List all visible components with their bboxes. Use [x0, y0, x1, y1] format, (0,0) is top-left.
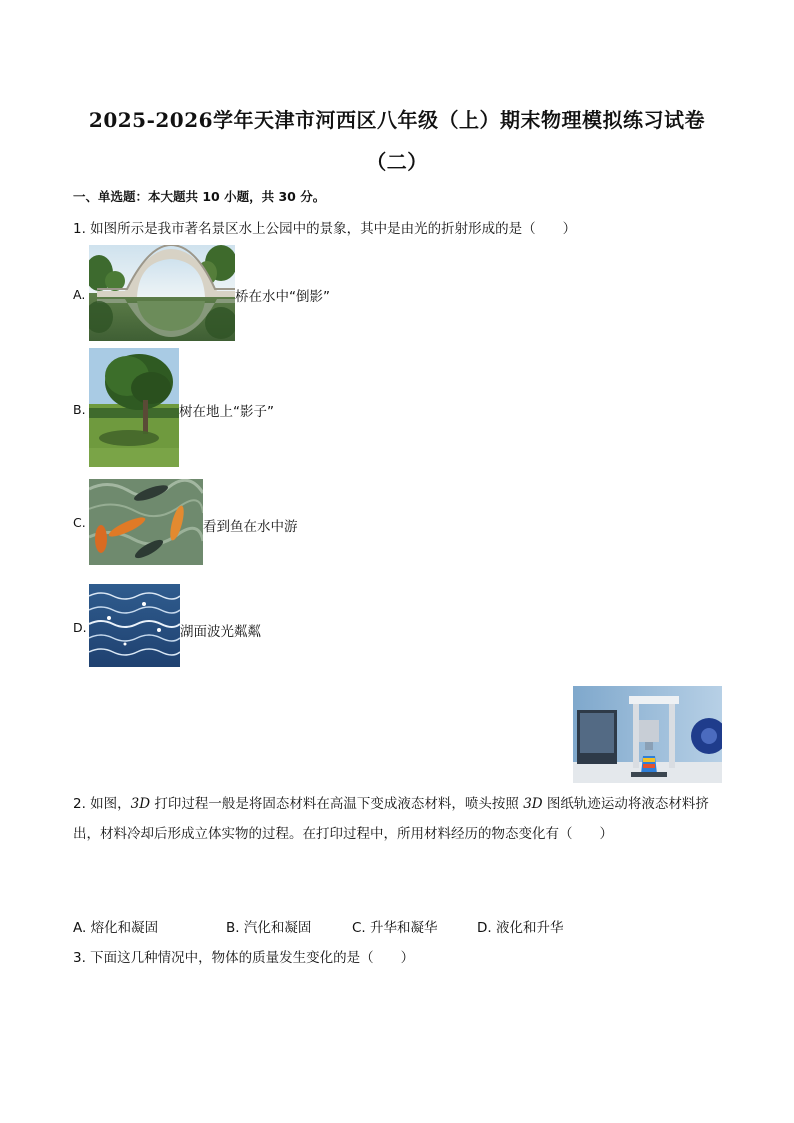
q1-option-b-text: 树在地上“影子” — [179, 404, 274, 420]
question-3-stem: 3. 下面这几种情况中，物体的质量发生变化的是（ ） — [73, 950, 415, 966]
question-2-stem-line1: 2. 如图，3D 打印过程一般是将固态材料在高温下变成液态材料，喷头按照 3D 图纸轨迹运动将液态材料挤 — [73, 796, 709, 812]
q2-option-a: A. 熔化和凝固 — [73, 920, 159, 936]
question-2-stem-line2: 出，材料冷却后形成立体实物的过程。在打印过程中，所用材料经历的物态变化有（ ） — [73, 826, 613, 842]
question-1-stem: 1. 如图所示是我市著名景区水上公园中的景象，其中是由光的折射形成的是（ ） — [73, 221, 577, 237]
q1-option-c-label: C. — [73, 515, 86, 530]
sparkling-lake-photo — [89, 584, 180, 667]
q1-option-d-text: 湖面波光粼粼 — [180, 624, 261, 640]
q1-option-c-text: 看到鱼在水中游 — [203, 519, 298, 535]
goldfish-in-water-photo — [89, 479, 203, 565]
q1-option-b-label: B. — [73, 402, 86, 417]
3d-printer-photo — [573, 686, 722, 783]
q1-option-a-label: A. — [73, 287, 86, 302]
q1-option-a-text: 桥在水中“倒影” — [235, 289, 330, 305]
q2-option-d: D. 液化和升华 — [477, 920, 564, 936]
arch-bridge-reflection-photo — [89, 245, 235, 341]
tree-shadow-photo — [89, 348, 179, 467]
page-title-line2: （二） — [366, 150, 428, 174]
q2-option-c: C. 升华和凝华 — [352, 920, 438, 936]
q1-option-d-label: D. — [73, 620, 87, 635]
q2-option-b: B. 汽化和凝固 — [226, 920, 312, 936]
section-heading: 一、单选题：本大题共 10 小题，共 30 分。 — [73, 189, 326, 204]
page-title: 2025-2026学年天津市河西区八年级（上）期末物理模拟练习试卷 — [88, 108, 706, 132]
